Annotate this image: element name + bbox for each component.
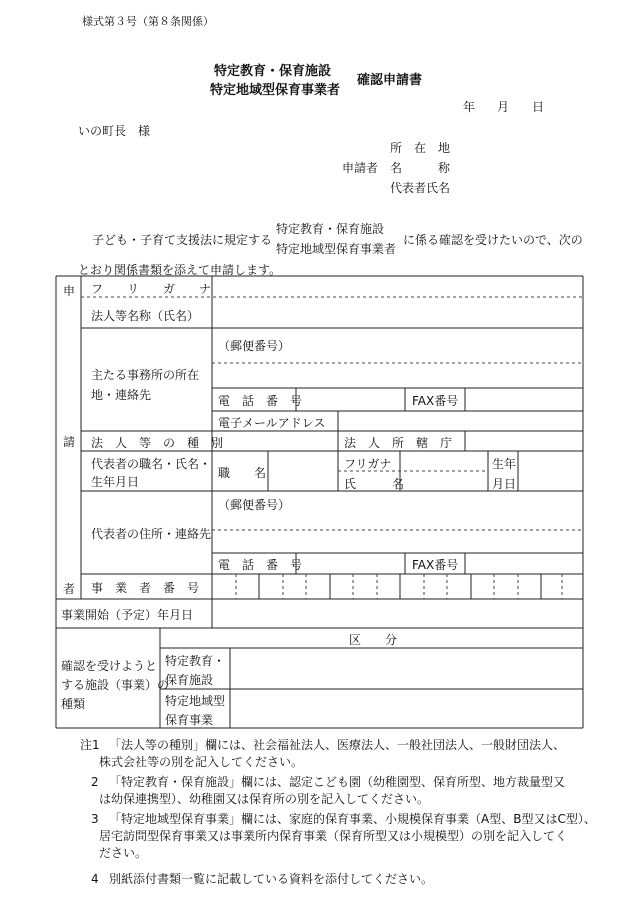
title-line-2: 特定地域型保育事業者 — [210, 83, 341, 98]
date-year: 年 — [463, 100, 476, 114]
category-2-line-2: 保育事業 — [165, 713, 214, 727]
email-label: 電子メールアドレス — [218, 416, 326, 430]
note-4-number: 4 — [91, 872, 99, 886]
note-1-line-1: 「法人等の種別」欄には、社会福祉法人、医療法人、一般社団法人、一般財団法人、 — [109, 738, 566, 752]
side-label-2: 請 — [63, 435, 76, 449]
birth-label-1: 生年 — [492, 457, 517, 471]
fax-label: FAX番号 — [412, 394, 459, 408]
category-1-line-2: 保育施設 — [165, 673, 214, 687]
furigana-label: フ リ ガ ナ — [91, 282, 218, 296]
category-2-line-1: 特定地域型 — [165, 694, 226, 708]
corp-type-label: 法 人 等 の 種 別 — [91, 436, 224, 450]
operator-number-label: 事 業 者 番 号 — [91, 581, 200, 595]
date-month: 月 — [497, 100, 510, 114]
rep-info-label-1: 代表者の職名・氏名・ — [91, 457, 212, 471]
facility-label-3: 種類 — [61, 697, 86, 711]
main-office-label-2: 地・連絡先 — [91, 388, 152, 402]
category-header: 区 分 — [349, 633, 398, 647]
phone-label: 電 話 番 号 — [218, 394, 303, 408]
birth-label-2: 月日 — [492, 477, 517, 491]
facility-label-2: する施設（事業）の — [61, 678, 170, 692]
note-1-line-2: 株式会社等の別を記入してください。 — [99, 755, 304, 769]
note-2-line-1: 「特定教育・保育施設」欄には、認定こども園（幼稚園型、保育所型、地方裁量型又 — [109, 775, 566, 789]
start-date-label: 事業開始（予定）年月日 — [61, 608, 194, 622]
note-1-number: 注1 — [80, 738, 100, 752]
note-4-line-1: 別紙添付書類一覧に記載している資料を添付してください。 — [109, 872, 434, 886]
title-suffix: 確認申請書 — [357, 73, 423, 88]
intro-post: に係る確認を受けたいので、次の — [403, 233, 583, 247]
intro-line-2: とおり関係書類を添えて申請します。 — [78, 263, 282, 277]
rep-phone-label: 電 話 番 号 — [218, 558, 303, 572]
rep-address-label: 代表者の住所・連絡先 — [91, 527, 212, 541]
rep-furigana-label: フリガナ — [344, 457, 392, 471]
note-2-line-2: は幼保連携型）、幼稚園又は保育所の別を記入してください。 — [99, 792, 430, 806]
rep-fax-label: FAX番号 — [412, 558, 459, 572]
position-label: 職 名 — [218, 466, 267, 480]
addressee: いの町長 様 — [78, 124, 151, 138]
note-3-line-1: 「特定地域型保育事業」欄には、家庭的保育事業、小規模保育事業（A型、B型又はC型）、 — [109, 812, 596, 826]
side-label-3: 者 — [63, 582, 76, 596]
facility-label-1: 確認を受けようと — [61, 659, 158, 673]
note-3-line-3: ださい。 — [99, 846, 148, 860]
intro-option-2: 特定地域型保育事業者 — [276, 242, 397, 256]
rep-name-label: 氏 名 — [344, 477, 405, 491]
note-3-line-2: 居宅訪問型保育事業又は事業所内保育事業（保育所型又は小規模型）の別を記入してく — [99, 829, 568, 843]
intro-option-1: 特定教育・保育施設 — [276, 222, 385, 236]
applicant-name: 名 称 — [390, 161, 451, 175]
title-line-1: 特定教育・保育施設 — [214, 64, 332, 79]
side-label-1: 申 — [63, 284, 76, 298]
applicant-location: 所 在 地 — [390, 141, 451, 155]
applicant-representative: 代表者氏名 — [390, 181, 451, 195]
main-office-label-1: 主たる事務所の所在 — [91, 368, 200, 382]
rep-postal-label: （郵便番号） — [218, 498, 291, 512]
rep-info-label-2: 生年月日 — [91, 475, 140, 489]
note-2-number: 2 — [91, 775, 99, 789]
corp-name-label: 法人等名称（氏名） — [91, 309, 200, 323]
jurisdiction-label: 法 人 所 轄 庁 — [344, 436, 453, 450]
postal-label: （郵便番号） — [218, 339, 291, 353]
date-day: 日 — [532, 100, 545, 114]
category-1-line-1: 特定教育・ — [165, 654, 226, 668]
intro-pre: 子ども・子育て支援法に規定する — [92, 233, 273, 247]
applicant-label: 申請者 — [342, 161, 379, 175]
note-3-number: 3 — [91, 812, 99, 826]
form-number: 様式第３号（第８条関係） — [82, 15, 214, 28]
